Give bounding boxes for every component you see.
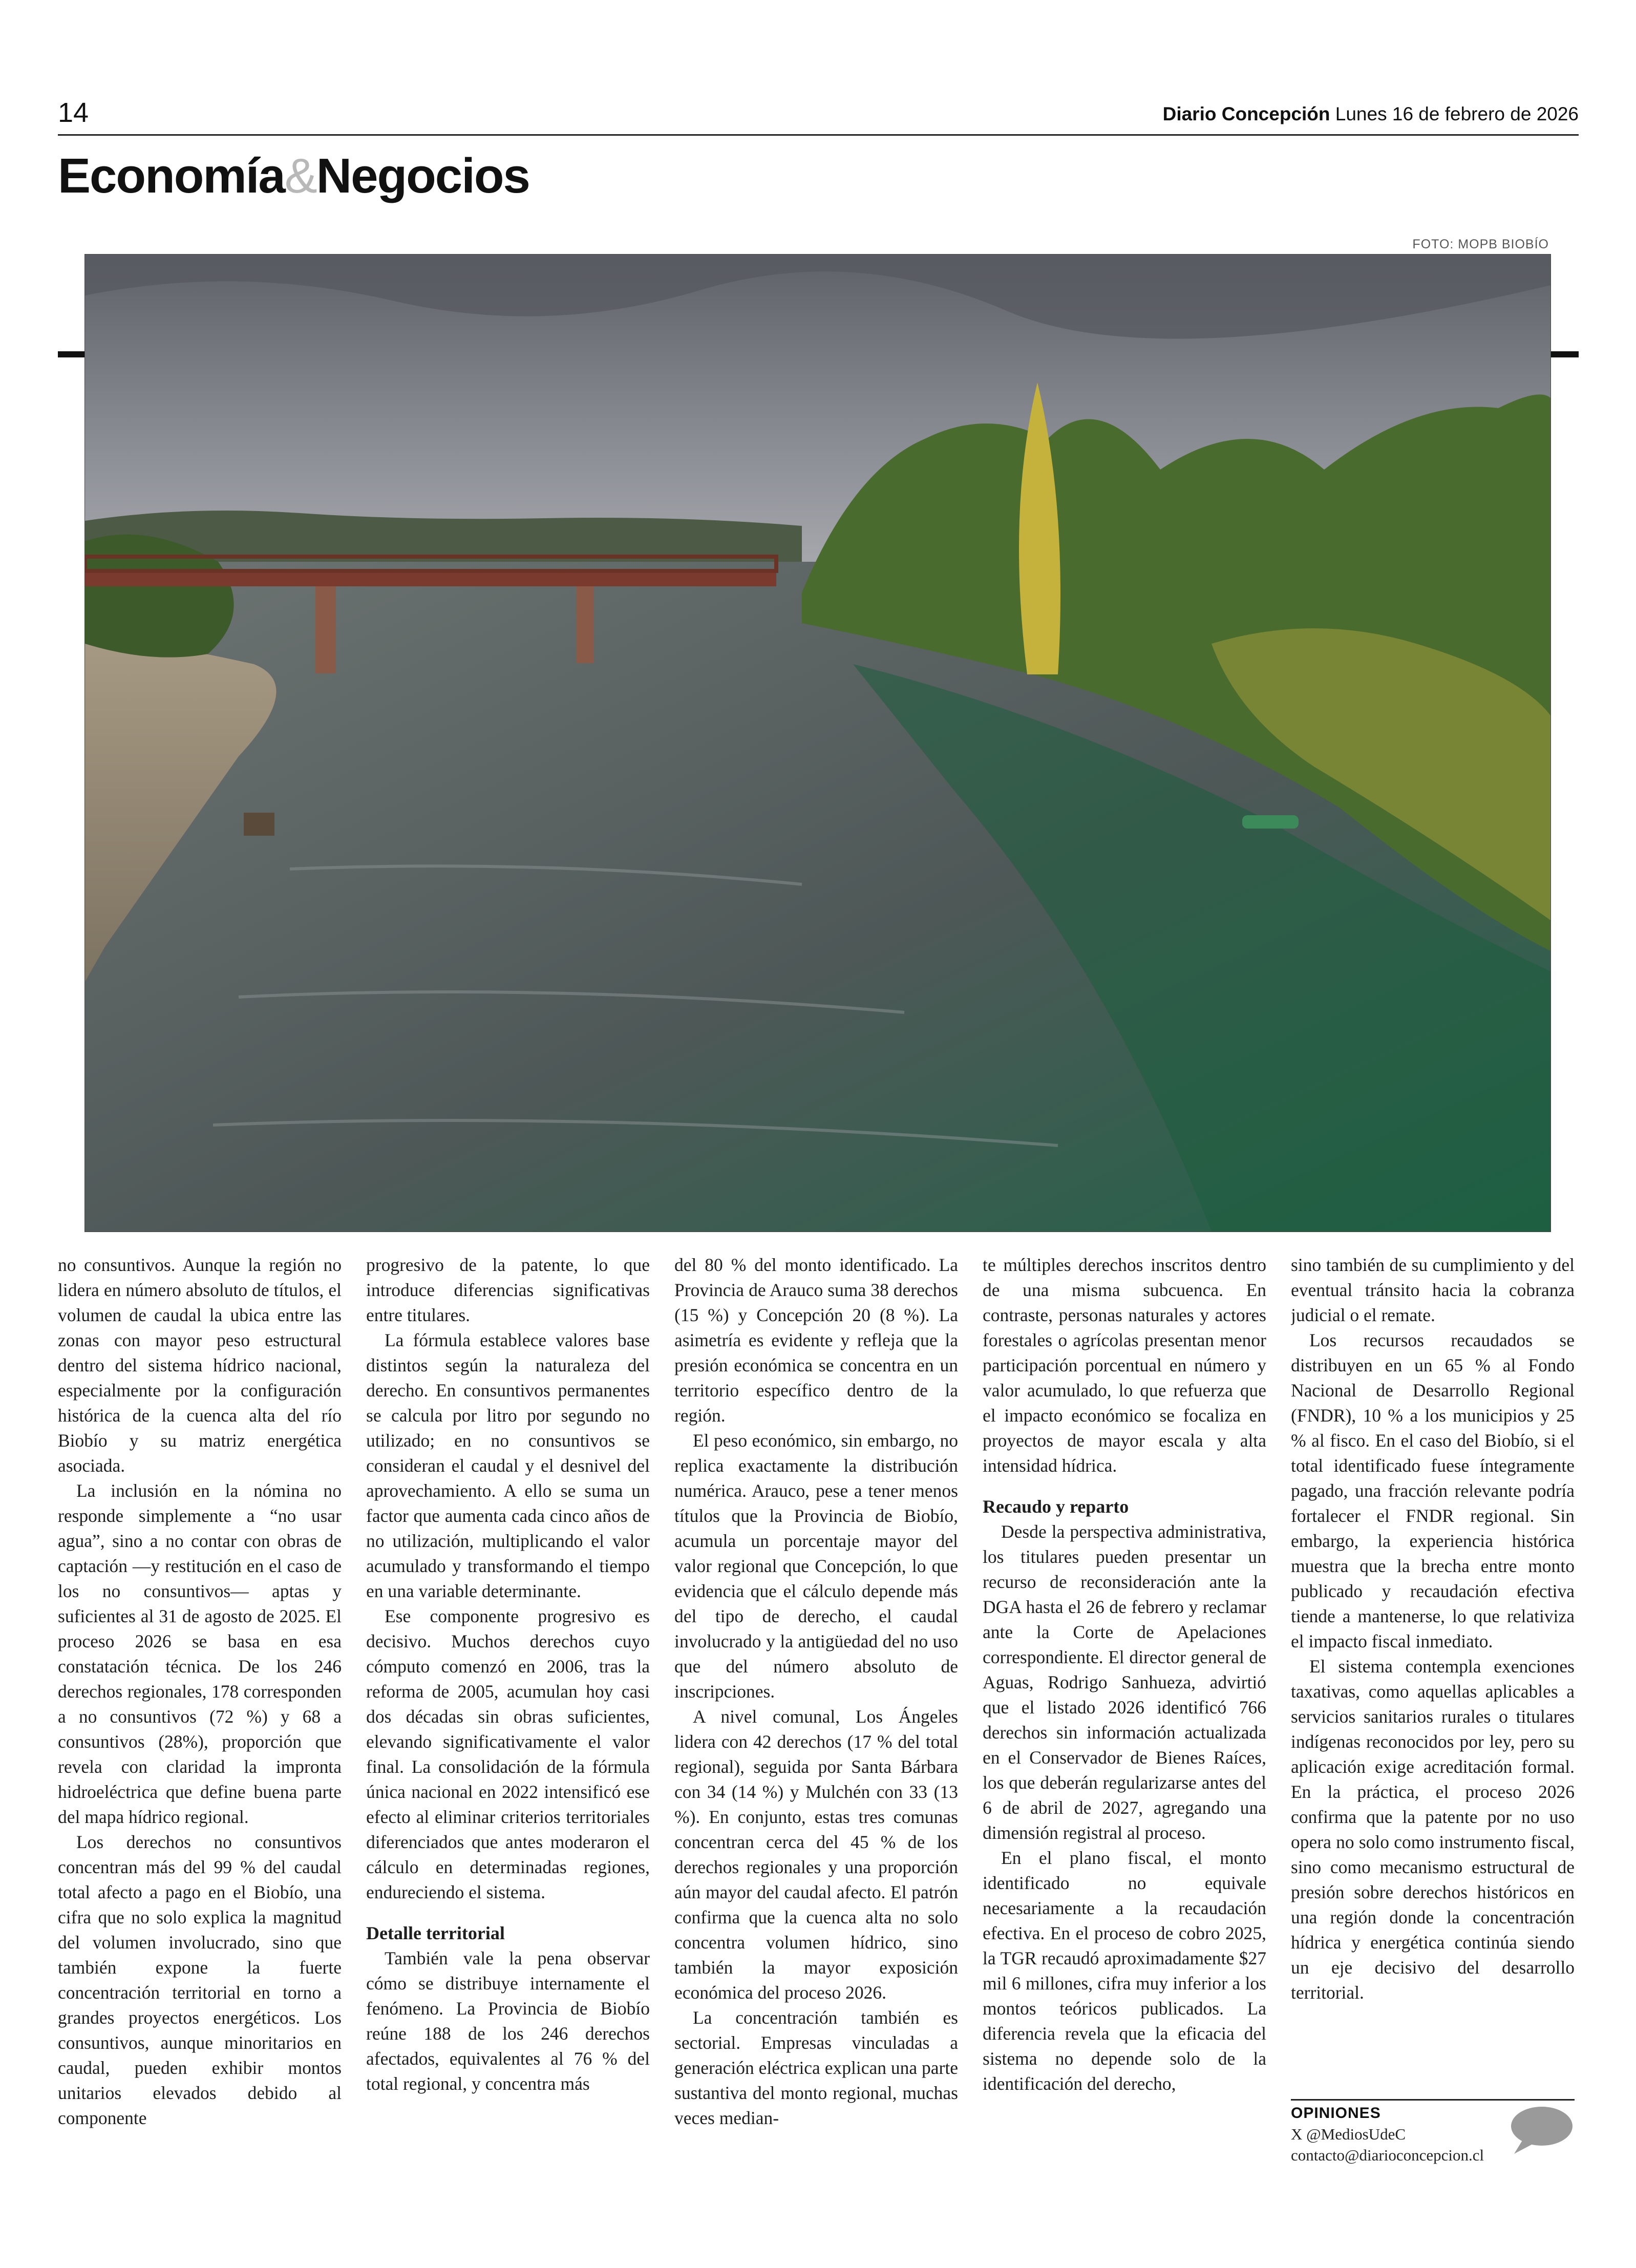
speech-bubble-icon	[1507, 2105, 1574, 2156]
subheading-detalle-territorial: Detalle territorial	[366, 1923, 505, 1943]
paragraph: Los derechos no consuntivos concentran más del 99 % del caudal total afecto a pago en el Biobío, una cifra que no solo explica la magnitud del volumen involucrado, sino que también expone la fuerte concentración territorial en torno a grandes proyectos energéticos. Los consuntivos, aunque minoritarios en caudal, pueden exhibir montos unitarios elevados debido al componente	[58, 1832, 342, 2128]
article-column-3	[674, 1253, 958, 2164]
photo-credit: FOTO: MOPB BIOBÍO	[1412, 237, 1549, 251]
bridge-pillar-left	[315, 586, 336, 673]
article-column-4	[983, 1253, 1266, 2164]
page-number: 14	[58, 97, 89, 128]
decorative-rule-right	[1548, 351, 1579, 357]
opinions-title: OPINIONES	[1291, 2105, 1381, 2122]
paragraph: no consuntivos. Aunque la región no lidera en número absoluto de títulos, el volumen de caudal la ubica entre las zonas con mayor peso estructural dentro del sistema hídrico nacional, especialmente por la configuración histórica de la cuenca alta del río Biobío y su matriz energética asociada.	[58, 1255, 342, 1476]
header-rule	[58, 134, 1579, 136]
opinions-twitter[interactable]: X @MediosUdeC	[1291, 2125, 1406, 2143]
river-photo	[84, 254, 1551, 1232]
paragraph: La inclusión en la nómina no responde simplemente a “no usar agua”, sino a no contar con obras de captación —y restitución en el caso de los no consuntivos— aptas y suficientes al 31 de agosto de 2025. El proceso 2026 se basa en esa constatación técnica. De los 246 derechos regionales, 178 corresponden a no consuntivos (72 %) y 68 a consuntivos (28%), proporción que revela con claridad la impronta hidroeléctrica que define buena parte del mapa hídrico regional.	[58, 1480, 342, 1827]
paragraph: También vale la pena observar cómo se distribuye internamente el fenómeno. La Provincia de Biobío reúne 188 de los 246 derechos afectados, equivalentes al 76 % del total regional, y concentra más	[366, 1948, 650, 2094]
paragraph: El sistema contempla exenciones taxativas, como aquellas aplicables a servicios sanitarios rurales o titulares indígenas reconocidos por ley, pero su aplicación exige acreditación formal. En la práctica, el proceso 2026 confirma que la patente por no uso opera no solo como instrumento fiscal, sino como mecanismo estructural de presión sobre derechos históricos en una región donde la concentración hídrica y energética continúa siendo un eje decisivo del desarrollo territorial.	[1291, 1656, 1575, 2003]
paragraph: te múltiples derechos inscritos dentro de una misma subcuenca. En contraste, personas naturales y actores forestales o agrícolas presentan menor participación porcentual en número y valor acumulado, lo que refuerza que el impacto económico se focaliza en proyectos de mayor escala y alta intensidad hídrica.	[983, 1255, 1266, 1476]
subheading-recaudo-y-reparto: Recaudo y reparto	[983, 1496, 1129, 1517]
paragraph: La concentración también es sectorial. Empresas vinculadas a generación eléctrica explican una parte sustantiva del monto regional, muchas veces median-	[674, 2007, 958, 2128]
section-title-ampersand: &	[284, 149, 316, 203]
article-column-1	[58, 1253, 342, 2164]
issue-date: Lunes 16 de febrero de 2026	[1335, 103, 1579, 124]
masthead	[1163, 101, 1579, 127]
article-column-2	[366, 1253, 650, 2164]
bridge-deck	[85, 571, 776, 586]
article-column-5	[1291, 1253, 1575, 2085]
paragraph: Ese componente progresivo es decisivo. Muchos derechos cuyo cómputo comenzó en 2006, tras la reforma de 2005, acumulan hoy casi dos décadas sin obras suficientes, elevando significativamente el valor final. La consolidación de la fórmula única nacional en 2022 intensificó ese efecto al eliminar criterios territoriales diferenciados que antes moderaron el cálculo en determinadas regiones, endureciendo el sistema.	[366, 1606, 650, 1902]
paragraph: sino también de su cumplimiento y del eventual tránsito hacia la cobranza judicial o el remate.	[1291, 1255, 1575, 1325]
paragraph: El peso económico, sin embargo, no replica exactamente la distribución numérica. Arauco, pese a tener menos títulos que la Provincia de Biobío, acumula un porcentaje mayor del valor regional que Concepción, lo que evidencia que el cálculo depende más del tipo de derecho, el caudal involucrado y la antigüedad del no uso que del número absoluto de inscripciones.	[674, 1430, 958, 1702]
paragraph: En el plano fiscal, el monto identificado no equivale necesariamente a la recaudación efectiva. En el proceso de cobro 2025, la TGR recaudó aproximadamente $27 mil 6 millones, cifra muy inferior a los montos teóricos publicados. La diferencia revela que la eficacia del sistema no depende solo de la identificación del derecho,	[983, 1848, 1266, 2094]
paragraph: progresivo de la patente, lo que introduce diferencias significativas entre titulares.	[366, 1255, 650, 1325]
bridge-pillar-right	[577, 586, 594, 663]
paragraph: del 80 % del monto identificado. La Provincia de Arauco suma 38 derechos (15 %) y Concepción 20 (8 %). La asimetría es evidente y refleja que la presión económica se concentra en un territorio específico dentro de la región.	[674, 1255, 958, 1426]
opinions-rule	[1291, 2099, 1575, 2101]
decorative-rule-left	[58, 351, 89, 357]
paragraph: A nivel comunal, Los Ángeles lidera con 42 derechos (17 % del total regional), seguida por Santa Bárbara con 34 (14 %) y Mulchén con 33 (13 %). En conjunto, estas tres comunas concentran cerca del 45 % de los derechos regionales y una proporción aún mayor del caudal afecto. El patrón confirma que la cuenca alta no solo concentra volumen hídrico, sino también la mayor exposición económica del proceso 2026.	[674, 1706, 958, 2003]
wooden-stumps	[244, 813, 274, 836]
paragraph: Desde la perspectiva administrativa, los titulares pueden presentar un recurso de reconsideración ante la DGA hasta el 26 de febrero y reclamar ante la Corte de Apelaciones correspondiente. El director general de Aguas, Rodrigo Sanhueza, advirtió que el listado 2026 identificó 766 derechos sin información actualizada en el Conservador de Bienes Raíces, los que deberán regularizarse antes del 6 de abril de 2027, agregando una dimensión registral al proceso.	[983, 1521, 1266, 1843]
newspaper-name: Diario Concepción	[1162, 103, 1330, 124]
section-title	[58, 145, 529, 207]
rowboat	[1242, 815, 1299, 829]
section-title-part1: Economía	[58, 149, 285, 203]
opinions-email[interactable]: contacto@diarioconcepcion.cl	[1291, 2146, 1484, 2164]
paragraph: Los recursos recaudados se distribuyen en un 65 % al Fondo Nacional de Desarrollo Regional (FNDR), 10 % a los municipios y 25 % al fisco. En el caso del Biobío, si el total identificado fuese íntegramente pagado, una fracción relevante podría fortalecer el FNDR regional. Sin embargo, la experiencia histórica muestra que la brecha entre monto publicado y recaudación efectiva tiende a mantenerse, lo que relativiza el impacto fiscal inmediato.	[1291, 1330, 1575, 1651]
section-title-part2: Negocios	[316, 149, 529, 203]
paragraph: La fórmula establece valores base distintos según la naturaleza del derecho. En consuntivos permanentes se calcula por litro por segundo no utilizado; en no consuntivos se consideran el caudal y el desnivel del aprovechamiento. A ello se suma un factor que aumenta cada cinco años de no utilización, multiplicando el valor acumulado y transformando el tiempo en una variable determinante.	[366, 1330, 650, 1601]
